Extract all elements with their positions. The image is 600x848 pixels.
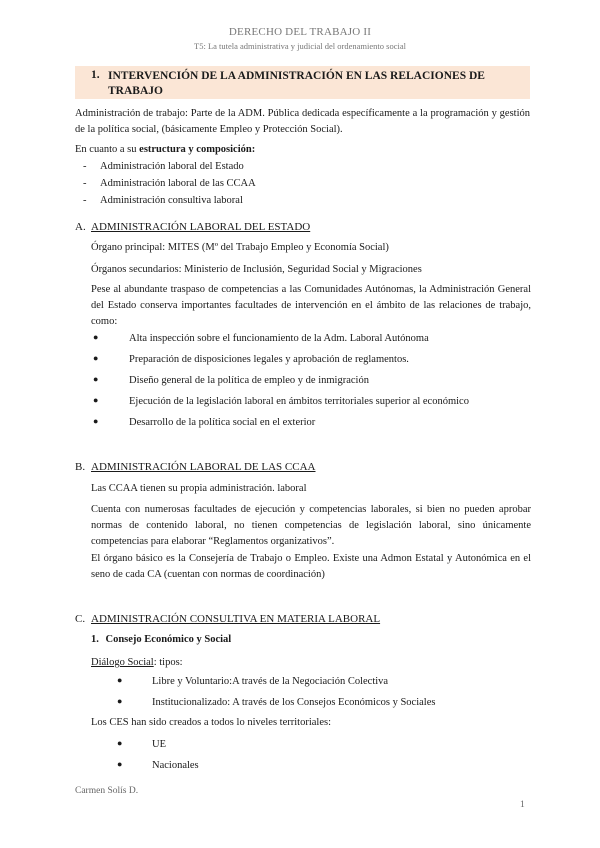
section-b-p2: Cuenta con numerosas facultades de ejecución y competencias laborales, si bien no pueden aprobar normas de contenido laboral, no tienen competencias de legislación laboral, sino únicamente competencias para elaborar “Reglamentos organizativos”. xyxy=(91,504,531,547)
structure-prefix: En cuanto a su xyxy=(75,144,140,155)
section-a-bullet-1: Alta inspección sobre el funcionamiento de la Adm. Laboral Autónoma xyxy=(129,333,429,344)
section-a-p2: Órganos secundarios: Ministerio de Inclusión, Seguridad Social y Migraciones xyxy=(91,264,422,275)
structure-item-2: Administración laboral de las CCAA xyxy=(100,178,256,189)
dialogo-item-2: Institucionalizado: A través de los Consejos Económicos y Sociales xyxy=(152,697,436,708)
footer-author: Carmen Solís D. xyxy=(75,786,139,796)
section-c-sub-number: 1. xyxy=(91,634,99,645)
intro-definition: Administración de trabajo: Parte de la ADM. Pública dedicada específicamente a la programación y gestión de la política social, (básicamente Empleo y Protección Social). xyxy=(75,108,530,135)
page-number: 1 xyxy=(520,800,525,810)
section-b-letter: B. xyxy=(75,461,86,473)
section-c-title: ADMINISTRACIÓN CONSULTIVA EN MATERIA LABORAL xyxy=(91,613,381,625)
structure-item-3: Administración consultiva laboral xyxy=(100,195,243,206)
section-a-p1: Órgano principal: MITES (Mº del Trabajo Empleo y Economía Social) xyxy=(91,242,389,253)
section-1-number: 1. xyxy=(91,69,100,81)
bullet-icon: ● xyxy=(93,353,99,363)
dash-marker: - xyxy=(83,195,87,206)
section-a-bullet-5: Desarrollo de la política social en el exterior xyxy=(129,417,316,428)
bullet-icon: ● xyxy=(117,738,123,748)
bullet-icon: ● xyxy=(93,374,99,384)
section-a-p3: Pese al abundante traspaso de competencias a las Comunidades Autónomas, la Administración General del Estado conserva importantes facultades de intervención en el ámbito de las relaciones de trabajo, como: xyxy=(91,284,531,327)
section-c-subheading xyxy=(91,632,391,648)
section-1-title: INTERVENCIÓN DE LA ADMINISTRACIÓN EN LAS RELACIONES DE TRABAJO xyxy=(108,70,485,97)
structure-bold: estructura y composición: xyxy=(139,144,256,155)
section-a-title: ADMINISTRACIÓN LABORAL DEL ESTADO xyxy=(91,221,311,233)
header-subtitle: T5: La tutela administrativa y judicial del ordenamiento social xyxy=(194,41,406,51)
header-title: DERECHO DEL TRABAJO II xyxy=(228,26,372,38)
ces-text: Los CES han sido creados a todos lo niveles territoriales: xyxy=(91,717,331,728)
section-c-sub-title: Consejo Económico y Social xyxy=(105,634,232,645)
dialogo-social-rest: : tipos: xyxy=(153,657,183,668)
bullet-icon: ● xyxy=(93,395,99,405)
section-a-bullet-4: Ejecución de la legislación laboral en ámbitos territoriales superior al económico xyxy=(129,396,469,407)
bullet-icon: ● xyxy=(93,332,99,342)
intro-structure xyxy=(75,142,530,158)
section-a-bullet-2: Preparación de disposiciones legales y aprobación de reglamentos. xyxy=(129,354,409,365)
dash-marker: - xyxy=(83,161,87,172)
dialogo-item-1: Libre y Voluntario:A través de la Negociación Colectiva xyxy=(152,676,389,687)
dash-marker: - xyxy=(83,178,87,189)
ces-item-1: UE xyxy=(152,739,166,750)
section-b-p1: Las CCAA tienen su propia administración. laboral xyxy=(91,483,307,494)
section-a-bullet-3: Diseño general de la política de empleo y de inmigración xyxy=(129,375,369,386)
section-b-p3: El órgano básico es la Consejería de Trabajo o Empleo. Existe una Admon Estatal y Autonómica en el seno de cada CA (cuentan con normas de coordinación) xyxy=(91,553,531,580)
bullet-icon: ● xyxy=(117,696,123,706)
section-a-letter: A. xyxy=(75,221,86,233)
dialogo-social-label: Diálogo Social xyxy=(91,657,154,668)
dialogo-social-line xyxy=(91,655,531,671)
bullet-icon: ● xyxy=(93,416,99,426)
bullet-icon: ● xyxy=(117,759,123,769)
section-c-letter: C. xyxy=(75,613,86,625)
bullet-icon: ● xyxy=(117,675,123,685)
ces-item-2: Nacionales xyxy=(152,760,199,771)
structure-item-1: Administración laboral del Estado xyxy=(100,161,244,172)
section-b-title: ADMINISTRACIÓN LABORAL DE LAS CCAA xyxy=(91,461,316,473)
section-1-heading xyxy=(75,66,530,99)
